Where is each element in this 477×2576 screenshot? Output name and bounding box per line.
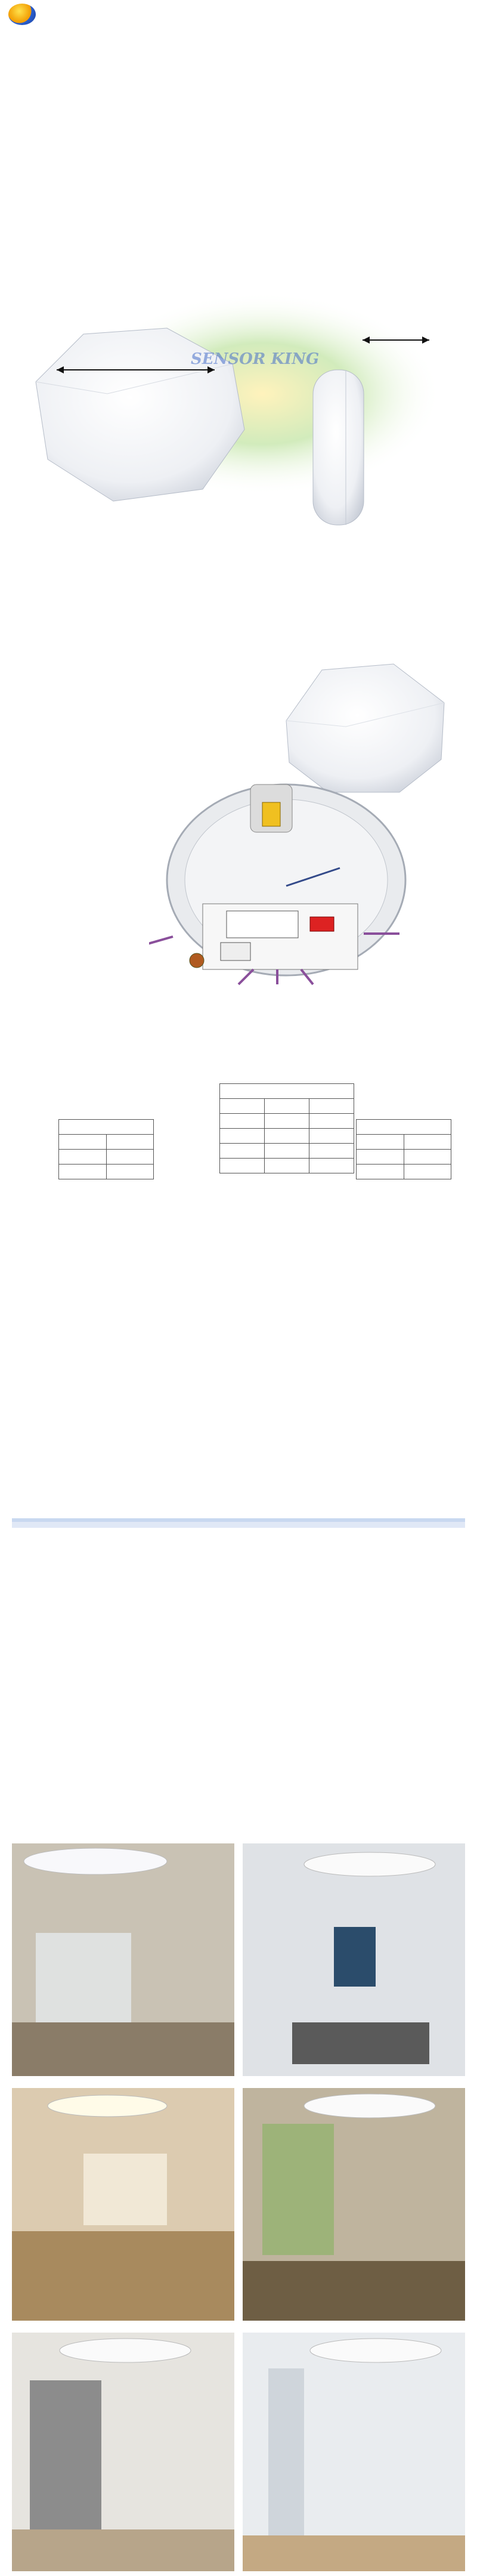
lamp-side-view [313,370,364,525]
chassis-figure [149,779,423,993]
logo-icon [8,4,36,25]
lampshade-figure [274,655,453,798]
time-table [219,1083,354,1173]
day-table [356,1119,451,1179]
scene-gallery [12,1843,465,2571]
scene-photos [12,1843,465,2571]
watermark: SENSOR KING [191,350,320,368]
distance-table [58,1119,154,1179]
cds-arrow [149,937,173,949]
scene-lamp [24,1848,167,1874]
distance-table-title [59,1120,154,1135]
time-table-title [220,1084,354,1099]
day-table-title [357,1120,451,1135]
title-bar [0,0,477,29]
cds-sensor [190,953,204,968]
range-diagram [12,1503,465,1724]
product-dimension-figure [12,292,465,543]
